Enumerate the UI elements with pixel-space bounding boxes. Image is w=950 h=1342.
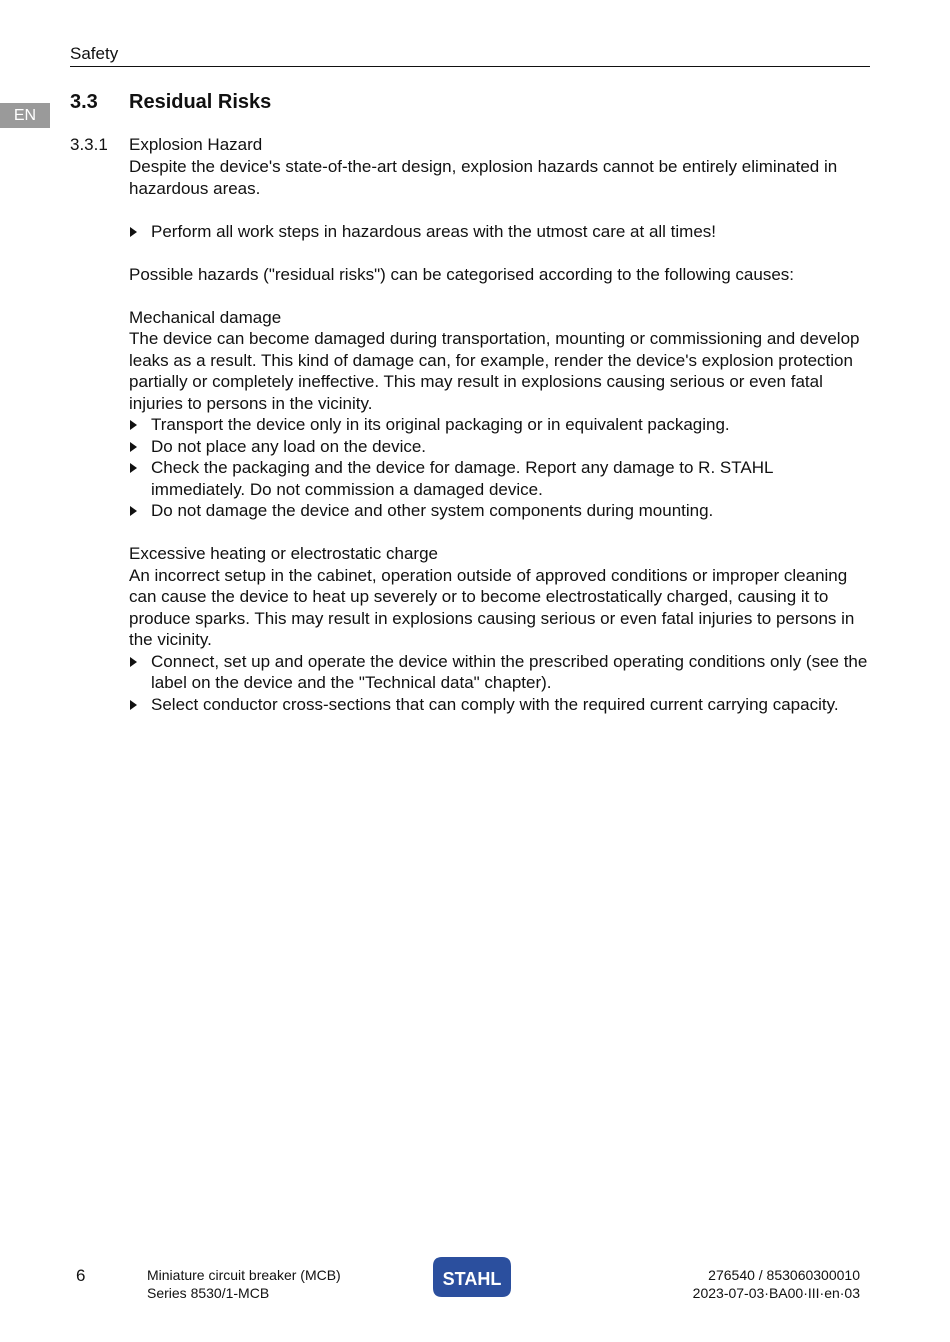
document-number: 276540 / 853060300010 [708,1267,860,1283]
bullet-arrow-icon [130,506,137,516]
header-divider [70,66,870,67]
intro-step-list [129,221,871,243]
list-item [129,221,871,243]
heating-step-list [129,651,871,716]
list-item [129,436,871,458]
mechanical-step-list [129,414,871,522]
step-text: Perform all work steps in hazardous areas with the utmost care at all times! [151,221,717,241]
bullet-arrow-icon [130,420,137,430]
main-content [129,156,871,715]
product-series: Series 8530/1-MCB [147,1285,270,1301]
step-text: Do not place any load on the device. [151,436,427,456]
categories-paragraph: Possible hazards ("residual risks") can be categorised according to the following causes: [129,264,795,284]
mechanical-damage-heading: Mechanical damage [129,307,282,327]
list-item [129,694,871,716]
footer-document-info [693,1266,860,1302]
step-text: Select conductor cross-sections that can comply with the required current carrying capacity. [151,694,839,714]
product-name: Miniature circuit breaker (MCB) [147,1267,341,1283]
stahl-logo [432,1256,512,1298]
page-number: 6 [76,1266,86,1285]
heating-body: An incorrect setup in the cabinet, operation outside of approved conditions or improper cleaning can cause the device to heat up severely or to become electrostatically charged, causing it to produce sparks. This may result in explosions causing serious or even fatal injuries to persons in the vicinity. [129,565,855,649]
subsection-number: 3.3.1 [70,135,108,154]
section-number: 3.3 [70,91,98,113]
section-title: Residual Risks [129,91,272,113]
page-header-title: Safety [70,44,119,63]
bullet-arrow-icon [130,227,137,237]
mechanical-damage-body: The device can become damaged during transportation, mounting or commissioning and develop leaks as a result. This kind of damage can, for example, render the device's explosion protection partially or completely ineffective. This may result in explosions causing serious or even fatal injuries to persons in the vicinity. [129,329,860,413]
document-version: 2023-07-03·BA00·III·en·03 [692,1285,860,1301]
bullet-arrow-icon [130,657,137,667]
list-item [129,457,871,500]
footer-product-info [147,1266,341,1302]
subsection-title: Explosion Hazard [129,135,263,154]
bullet-arrow-icon [130,442,137,452]
language-tab: EN [0,103,50,128]
bullet-arrow-icon [130,463,137,473]
list-item [129,651,871,694]
intro-paragraph: Despite the device's state-of-the-art design, explosion hazards cannot be entirely eliminated in hazardous areas. [129,157,838,198]
step-text: Transport the device only in its original packaging or in equivalent packaging. [151,415,730,434]
step-text: Do not damage the device and other system components during mounting. [151,501,714,520]
list-item [129,500,871,522]
heating-heading: Excessive heating or electrostatic charge [129,544,438,563]
list-item [129,414,871,436]
step-text: Connect, set up and operate the device within the prescribed operating conditions only (see the label on the device and the "Technical data" chapter). [151,651,868,692]
bullet-arrow-icon [130,700,137,710]
logo-text: STAHL [442,1269,502,1289]
step-text: Check the packaging and the device for damage. Report any damage to R. STAHL immediately. Do not commission a damaged device. [151,458,773,499]
